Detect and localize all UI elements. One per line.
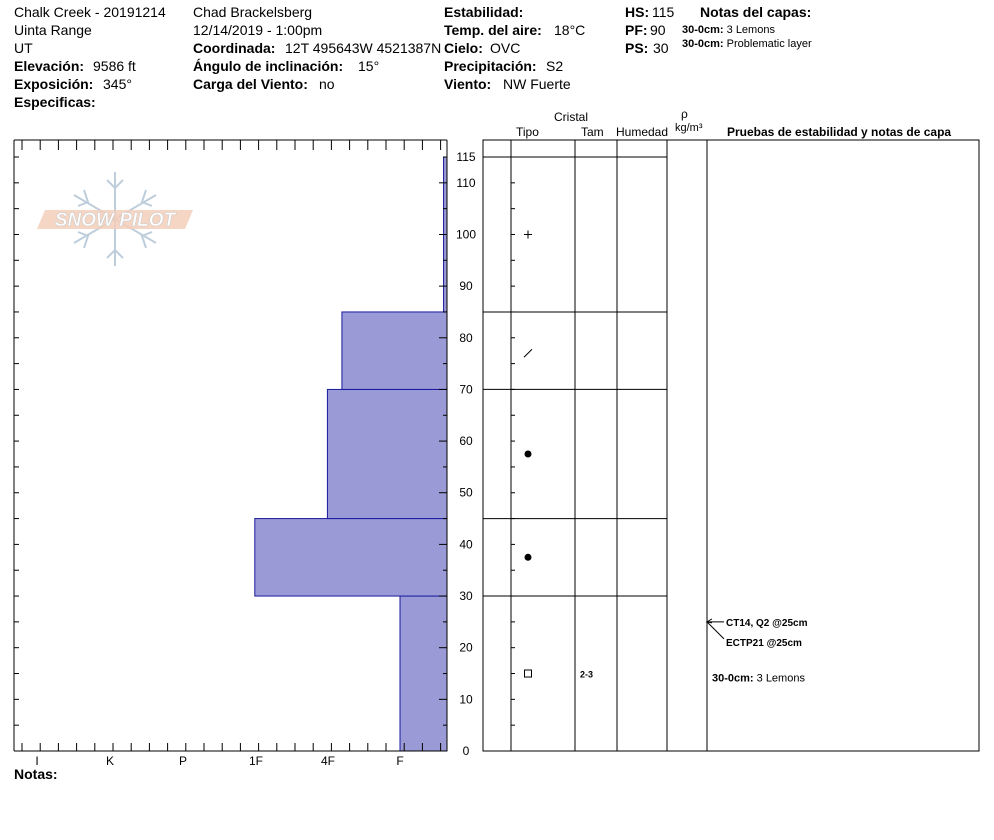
slope-value: 15°: [358, 58, 380, 74]
wind-value: NW Fuerte: [503, 76, 571, 92]
aspect-value: 345°: [103, 76, 132, 92]
hardness-bar: [400, 596, 447, 751]
rho-header: ρ: [681, 107, 688, 121]
observation-datetime: 12/14/2019 - 1:00pm: [193, 22, 323, 38]
moisture-header: Humedad: [616, 125, 669, 139]
layer-grid: [14, 140, 979, 768]
test-label: CT14, Q2 @25cm: [726, 617, 808, 629]
coord-label: Coordinada:: [193, 40, 276, 56]
hardness-label: P: [178, 754, 188, 768]
specifics-label: Especificas:: [14, 94, 96, 110]
layer-note-1-text: 3 Lemons: [726, 24, 775, 36]
hardness-bar: [255, 519, 447, 596]
sky-value: OVC: [490, 40, 521, 56]
hardness-bar: [342, 312, 447, 389]
depth-label: 50: [459, 485, 473, 500]
hardness-label: 4F: [320, 754, 336, 768]
air-temp-value: 18°C: [554, 22, 586, 38]
site-name: Chalk Creek - 20191214: [14, 4, 166, 20]
layer-table-frame: [483, 140, 979, 751]
wind-label: Viento:: [444, 76, 492, 92]
logo-text: SNOW PILOT: [54, 210, 176, 231]
hardness-bar: [327, 389, 447, 518]
ps-value: 30: [653, 40, 669, 56]
crystal-dot: [525, 451, 532, 458]
slope-label: Ángulo de inclinación:: [193, 58, 344, 74]
layer-note-2-text: Problematic layer: [726, 38, 812, 50]
air-temp-label: Temp. del aire:: [444, 22, 542, 38]
aspect-label: Exposición:: [14, 76, 94, 92]
depth-label: 100: [455, 227, 477, 242]
pf-label: PF:: [625, 22, 648, 38]
depth-label: 110: [456, 175, 476, 190]
hardness-label: 1F: [248, 754, 264, 768]
depth-label: 80: [459, 330, 473, 345]
stability-label: Estabilidad:: [444, 4, 524, 20]
test-label: ECTP21 @25cm: [726, 637, 802, 649]
hardness-label: F: [396, 754, 404, 768]
depth-label: 0: [462, 744, 470, 758]
depth-label: 70: [459, 382, 473, 397]
crystal-slash: [524, 349, 532, 357]
crystal-square: [525, 670, 532, 677]
hardness-label: K: [105, 754, 115, 768]
wind-load-label: Carga del Viento:: [193, 76, 308, 92]
tests-header: Pruebas de estabilidad y notas de capa: [727, 125, 952, 139]
precip-value: S2: [546, 58, 564, 74]
type-header: Tipo: [516, 125, 539, 139]
density-unit-header: kg/m³: [675, 122, 703, 134]
layer-note-1-range: 30-0cm:: [682, 24, 724, 36]
depth-label: 60: [459, 434, 473, 449]
crystal-dot: [525, 554, 532, 561]
crystal-marks: [524, 230, 808, 684]
depth-label: 30: [459, 589, 473, 604]
snowpilot-logo: [37, 172, 193, 266]
table-layer-note-text: 3 Lemons: [756, 672, 805, 685]
elevation-label: Elevación:: [14, 58, 85, 74]
wind-load-value: no: [319, 76, 335, 92]
table-layer-note-range: 30-0cm:: [712, 672, 757, 685]
hs-value: 115: [652, 4, 675, 20]
size-header: Tam: [581, 125, 604, 139]
range-name: Uinta Range: [14, 22, 92, 38]
elevation-value: 9586 ft: [93, 58, 136, 74]
crystal-size-label: 2-3: [580, 669, 594, 680]
hardness-profile: [255, 157, 447, 751]
depth-label: 20: [459, 640, 473, 655]
test-arrow-2: [707, 622, 724, 639]
state-name: UT: [14, 40, 33, 56]
layer-notes-label: Notas del capas:: [700, 4, 812, 20]
hardness-label: I: [35, 754, 39, 768]
observer-name: Chad Brackelsberg: [193, 4, 313, 20]
crystal-header: Cristal: [554, 110, 589, 124]
depth-label: 10: [459, 692, 473, 707]
layer-note-2-range: 30-0cm:: [682, 38, 724, 50]
notes-label: Notas:: [14, 766, 58, 782]
coord-value: 12T 495643W 4521387N: [285, 40, 442, 56]
precip-label: Precipitación:: [444, 58, 537, 74]
sky-label: Cielo:: [444, 40, 483, 56]
pf-value: 90: [650, 22, 666, 38]
depth-label: 40: [459, 537, 473, 552]
table-layer-note: [712, 672, 805, 684]
depth-label: 90: [459, 279, 473, 294]
depth-label: 115: [456, 150, 476, 164]
hs-label: HS:: [625, 4, 650, 20]
ps-label: PS:: [625, 40, 649, 56]
